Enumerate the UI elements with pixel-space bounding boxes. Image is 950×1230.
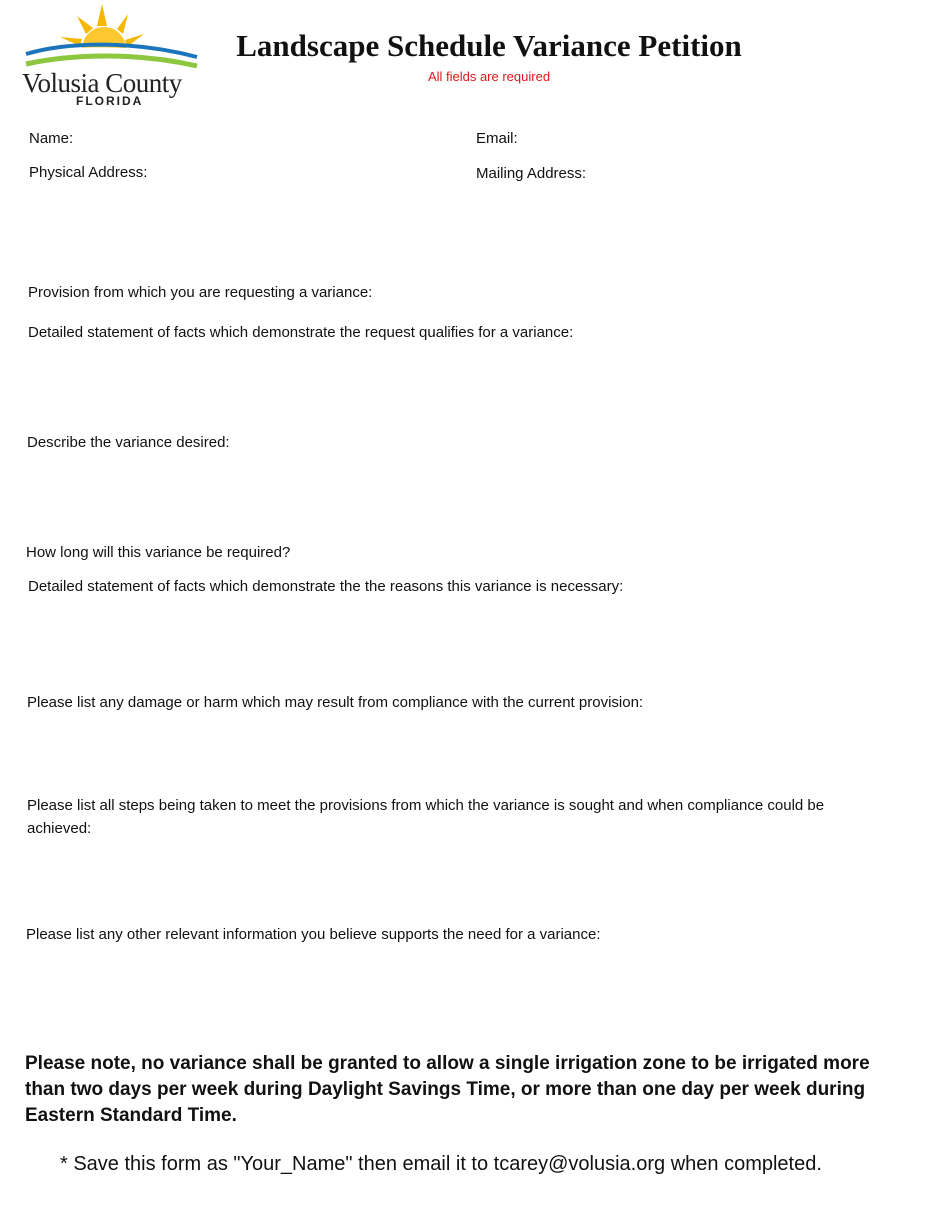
required-note: All fields are required (427, 69, 551, 84)
physical-address-label: Physical Address: (29, 164, 148, 181)
provision-label: Provision from which you are requesting a variance: (28, 284, 373, 301)
other-info-label: Please list any other relevant information you believe supports the need for a variance: (26, 926, 601, 943)
logo-state: FLORIDA (76, 94, 144, 108)
physical-address-input[interactable] (28, 186, 458, 274)
other-info-input[interactable] (25, 948, 920, 1040)
variance-desired-input[interactable] (26, 456, 921, 540)
damage-label: Please list any damage or harm which may result from compliance with the current provision: (27, 694, 644, 711)
name-input[interactable] (80, 127, 460, 151)
save-instruction: * Save this form as "Your_Name" then email it to tcarey@volusia.org when completed. (60, 1153, 822, 1175)
name-label: Name: (29, 130, 74, 147)
reasons-statement-label: Detailed statement of facts which demonstrate the the reasons this variance is necessary: (28, 578, 624, 595)
qualifies-statement-label: Detailed statement of facts which demonstrate the request qualifies for a variance: (28, 324, 574, 341)
mailing-address-input[interactable] (475, 187, 925, 275)
email-label: Email: (476, 130, 518, 147)
provision-input[interactable] (392, 281, 922, 305)
damage-input[interactable] (26, 716, 921, 792)
duration-input[interactable] (312, 541, 922, 565)
irrigation-note: Please note, no variance shall be granted to allow a single irrigation zone to be irrigated more than two days per week during Daylight Savings Time, or more than one day per week during Eastern Standard Time. (25, 1053, 870, 1126)
variance-desired-label: Describe the variance desired: (27, 434, 230, 451)
duration-label: How long will this variance be required? (26, 544, 291, 561)
mailing-address-label: Mailing Address: (476, 165, 587, 182)
page-title: Landscape Schedule Variance Petition (236, 28, 742, 63)
email-input[interactable] (524, 127, 924, 151)
logo-name: Volusia County (22, 68, 182, 98)
steps-label: Please list all steps being taken to meet the provisions from which the variance is sought and when compliance could be achieved: (27, 797, 825, 837)
steps-input[interactable] (26, 842, 921, 922)
reasons-statement-input[interactable] (27, 600, 922, 688)
qualifies-statement-input[interactable] (27, 346, 922, 430)
